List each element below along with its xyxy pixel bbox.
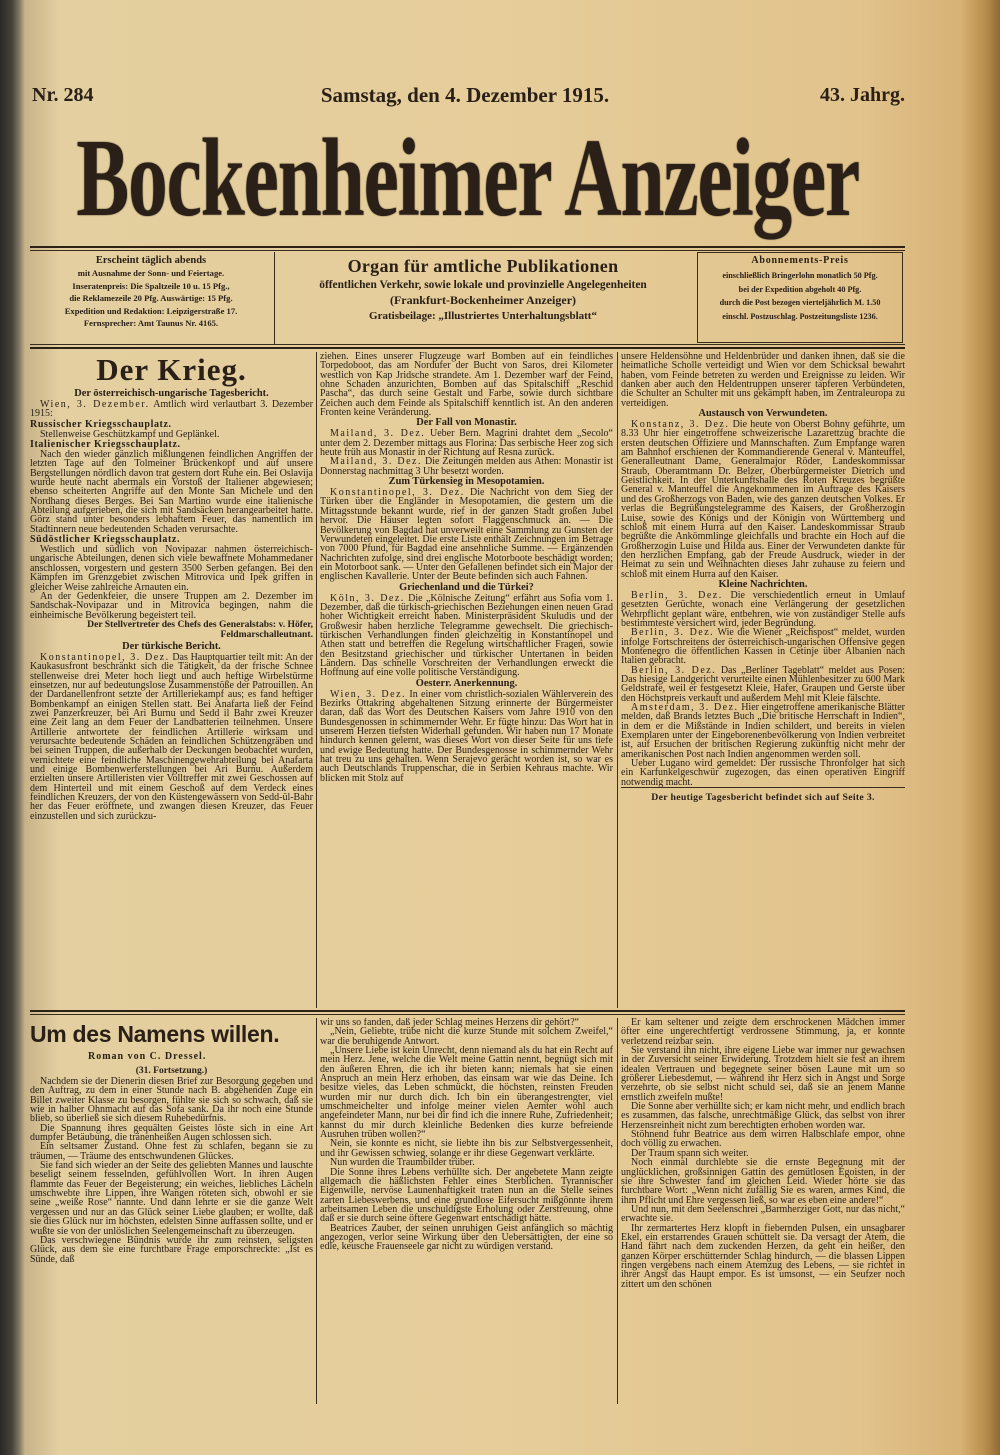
masthead	[30, 112, 905, 244]
article-paragraph: Nachdem sie der Dienerin diesen Brief zur Besorgung gegeben und den Auftrag, zu dem in einer Stunde nach B. abgehenden Zuge ein Billet zweiter Klasse zu besorgen, fühlte sie sich so schwach, daß sie wie in halber Ohnmacht auf das Sofa sank. Da ihr noch eine Stunde blieb, so überließ sie sich diesem Ruhebedürfnis.	[30, 1076, 313, 1125]
dateline: Berlin, 3. Dez.	[631, 589, 723, 601]
free-supplement: Gratisbeilage: „Illustriertes Unterhaltungsblatt“	[369, 310, 597, 322]
paragraph-text: Die heute von Oberst Bohny geführte, um 8.33 Uhr hier eingetroffene schweizerische Lazarettzug brachte die ersten deutschen Offiziere und Mannschaften. Zum Empfange waren am Bahnhof erschienen der Kommandierende General v. Manteuffel, Generalleutnant Dame, Generalmajor Röder, Landeskommissar Straub, Oberamtmann Dr. Belzer, Oberbürgermeister Dietrich und Geistlichkeit. In der Unterkunftshalle des Roten Kreuzes begrüßte General v. Manteuffel die Angekommenen im Auftrage des Kaisers und des Großherzogs von Baden, wie des ganzen deutschen Volkes. Er verlas die Begrüßungstelegramme des Kaisers, der Großherzogin Luise, sowie des Königs und der Königin von Württemberg und schloß mit einem Hurra auf den Kaiser. Landeskommissar Straub begrüßte die Ankömmlinge gleichfalls und brachte ein Hoch auf die Großherzogin Luise und Hilda aus. Einer der Verwundeten dankte für den herzlichen Empfang, gab der Freude Ausdruck, wieder in der Heimat zu sein und Weihnachten dieses Jahr zuhause zu feiern und schloß mit einem Hurra auf den Kaiser.	[621, 419, 905, 580]
article-paragraph	[621, 628, 905, 665]
article-paragraph: Ein seltsamer Zustand. Ohne fest zu schlafen, begann sie zu träumen, — Träume des entschwundenen Glückes.	[30, 1141, 313, 1162]
publication-frequency: Erscheint täglich abends	[95, 255, 207, 266]
continued-paragraph: wir uns so fanden, daß jeder Schlag meines Herzens dir gehört?“	[320, 1018, 580, 1028]
article-headline: Der Krieg.	[96, 352, 247, 387]
paper-organ-line: Organ für amtliche Publikationen	[347, 256, 619, 276]
paragraph-text: Amtlich wird verlautbart 3. Dezember 1915:	[30, 399, 313, 420]
signature-line: Der Stellvertreter des Chefs des Generalstabs: v. Höfer, Feldmarschalleutnant.	[87, 618, 313, 641]
paragraph-text: Wie die Wiener „Reichspost“ meldet, wurden infolge Fortschreitens der österreichisch-ungarischen Offensive gegen Montenegro die öffentlichen Kassen in Cetinje über Albanien nach Italien gebracht.	[621, 627, 905, 667]
article-paragraph: Ihr zermartertes Herz klopft in fiebernden Pulsen, ein unsagbarer Ekel, ein erstarrendes Grauen schüttelt sie. Da versagt der Atem, die Hand fährt nach dem zuckenden Herzen, da geht ein heißer, den ganzen Körper erschütternder Schlag hindurch, — die blassen Lippen ringen vergebens nach einem Atemzug des Lebens, — sie richtet in ihrer Angst das Haupt empor. Es ist umsonst, — ein Seufzer noch zittert um den schönen	[621, 1222, 905, 1290]
article-paragraph: Nach den wieder gänzlich mißlungenen feindlichen Angriffen der letzten Tage auf den Tolmeiner Brückenkopf und auf unsere Bergstellungen nördlich davon trat gestern dort Ruhe ein. Bei Oslavija wurde heute nacht abermals ein Vorstoß der Italiener abgewiesen; ebenso scheiterten Angriffe auf den Monte San Michele und den Nordhang dieses Berges. Bei San Martino wurde eine italienische Abteilung aufgerieben, die sich mit Sandsäcken herangearbeitet hatte. Görz stand unter besonders lebhaftem Feuer, das namentlich im Stadtinnern neue bedeutenden Schaden verursachte.	[30, 449, 313, 535]
office-address: Expedition und Redaktion: Leipzigerstraße 17.	[64, 305, 238, 316]
continued-paragraph: ziehen. Eines unserer Flugzeuge warf Bomben auf ein feindliches Torpedoboot, das am Nordufer der Bucht von Saros, drei Kilometer westlich von Kap Jridsche strandete. Am 1. Dezember warf der Feind, ohne Schaden anzurichten, Bomben auf das Spitalschiff „Reschid Pascha“, das durch seine Gestalt und Farbe, sowie durch sichtbare Zeichen auch dem Feinde als Spitalschiff kenntlich ist. An den anderen Fronten keine Veränderung.	[320, 352, 613, 419]
article-paragraph: „Nein, Geliebte, trübe nicht die kurze Stunde mit solchem Zweifel,“ war die beruhigende Antwort.	[320, 1026, 613, 1047]
article-paragraph: Der Traum spann sich weiter.	[631, 1147, 749, 1159]
article-paragraph: Die Sonne ihres Lebens verhüllte sich. Der angebetete Mann zeigte allgemach die häßlichsten Fehler eines Sterblichen. Tyrannischer Eigenwille, nervöse Launenhaftigkeit traten nun an die Stelle seines zarten Liebeswerbens, und eine grundlose Eifersucht mißgönnte ihrem arbeitsamen Leben die unschuldigste Erholung oder Zerstreuung, ohne daß er sie durch seine öftere Gegenwart entschädigt hätte.	[320, 1166, 613, 1225]
section-heading: Südöstlicher Kriegsschauplatz.	[30, 534, 181, 546]
dateline: Wien, 3. Dez.	[330, 688, 407, 700]
novel-title: Um des Namens willen.	[30, 1021, 280, 1047]
article-paragraph	[621, 591, 905, 628]
article-subheading: Zum Türkensieg in Mesopotamien.	[388, 476, 545, 488]
article-paragraph	[320, 457, 613, 476]
article-paragraph	[320, 488, 613, 581]
article-paragraph: Das verschwiegene Bündnis wurde ihr zum reinsten, seligsten Glück, aus dem sie eine furchtbare Frage emporschreckte: „Ist es Sünde, daß	[30, 1234, 313, 1265]
article-paragraph: Ueber Lugano wird gemeldet: Der russische Thronfolger hat sich ein Karfunkelgeschwür zugezogen, das einen operativen Eingriff notwendig macht.	[621, 758, 905, 788]
paragraph-text: Das „Berliner Tageblatt“ meldet aus Posen: Das hiesige Landgericht verurteilte einen Mühlenbesitzer zu 600 Mark Geldstrafe, weil er festgesetzt Kleie, Hafer, Graupen und Gerste über den Höchstpreis verkauft und außerdem Mehl mit Kleie fälschte.	[621, 664, 905, 704]
dateline: Konstantinopel, 3. Dez.	[40, 651, 170, 663]
column-divider	[617, 1018, 618, 1404]
article-paragraph	[320, 690, 613, 783]
section-heading: Russischer Kriegsschauplatz.	[30, 418, 172, 430]
article-subheading: Der Fall von Monastir.	[416, 417, 517, 429]
telephone: Fernsprecher: Amt Taunus Nr. 4165.	[83, 318, 219, 329]
installment-label: (31. Fortsetzung.)	[135, 1066, 208, 1076]
article-paragraph: Beatrices Zauber, der seinen unruhigen Geist anfänglich so mächtig angezogen, verlor seine Wirkung über den Uebersättigten, der eine so edle, keusche Frauenseele gar nicht zu würdigen verstand.	[320, 1222, 613, 1253]
dateline: Wien, 3. Dezember.	[40, 399, 150, 410]
article-paragraph: Stöhnend fuhr Beatrice aus dem wirren Halbschlafe empor, ohne doch völlig zu erwachen.	[621, 1129, 905, 1150]
paragraph-text: Die Nachricht von dem Sieg der Türken über die Engländer in Mesopotamien, die gestern um die Mittagsstunde bekannt wurde, rief in der ganzen Stadt großen Jubel hervor. Die Häuser legten sofort Flaggenschmuck an. — Die Bevölkerung von Bagdad hat unverweilt eine Sammlung zu Gunsten der Verwundeten eingeleitet. Die erste Liste enthält Zeichnungen im Betrage von 7000 Pfund, für Bagdad eine ansehnliche Summe. — Ergänzenden Nachrichten zufolge, sind drei englische Motorboote beschädigt worden; ein Motorboot sank. — Unter den Gefallenen befindet sich ein Major der englischen Kavallerie. Unter der Beute befinden sich auch Fahnen.	[320, 487, 613, 583]
article-paragraph: Und nun, mit dem Seelenschrei „Barmherziger Gott, nur das nicht,“ erwachte sie.	[621, 1203, 905, 1225]
paragraph-text: Ueber Bern. Magrini drahtet dem „Secolo“ unter dem 2. Dezember mittags aus Florina: Das serbische Heer zog sich heute früh aus Monastir in der Richtung auf Resna zurück.	[320, 428, 613, 459]
article-subheading: Kleine Nachrichten.	[718, 578, 808, 590]
advert-price: Inseratenpreis: Die Spaltzeile 10 u. 15 Pfg.,	[72, 280, 230, 291]
article-paragraph	[30, 400, 313, 419]
subscription-monthly: einschließlich Bringerlohn monatlich 50 Pfg.	[722, 271, 878, 280]
article-subheading: Der türkische Bericht.	[122, 640, 221, 652]
issue-date: Samstag, den 4. Dezember 1915.	[320, 83, 610, 107]
article-paragraph: Sie verstand ihn nicht, ihre eigene Liebe war immer nur gewachsen in der Zuversicht seiner Erwiderung. Trotzdem hielt sie fest an ihrem idealen Vertrauen und begegnete seiner bösen Laune mit um so größerer Liebesdemut, — während ihr Herz sich in Angst und Sorge verzehrte, ob sie selbst nicht schuld sei, daß sie an jenem Manne ernstlich zweifeln mußte!	[621, 1045, 905, 1103]
feuilleton-column-2	[320, 1018, 613, 1404]
dateline: Mailand, 3. Dez.	[330, 428, 426, 440]
article-paragraph: Stellenweise Geschützkampf und Geplänkel.	[40, 428, 220, 440]
section-heading: Italienischer Kriegsschauplatz.	[30, 439, 181, 451]
column-divider	[316, 352, 317, 1008]
subscription-box	[697, 252, 903, 343]
feuilleton-column-3	[621, 1018, 905, 1404]
masthead-title: Bockenheimer Anzeiger	[76, 116, 859, 240]
publication-info	[30, 254, 272, 342]
article-paragraph	[30, 653, 313, 821]
feuilleton-column-1	[30, 1018, 313, 1404]
article-paragraph	[621, 666, 905, 703]
article-paragraph	[621, 703, 905, 759]
column-divider	[617, 352, 618, 1008]
article-paragraph: An der Gedenkfeier, die unsere Truppen am 2. Dezember im Sandschak-Novipazar und in Mitrovica begingen, nahm die einheimische Bevölkerung begeistert teil.	[30, 590, 313, 621]
novel-text	[30, 1066, 313, 1404]
article-subheading: Griechenland und die Türkei?	[399, 581, 534, 593]
paragraph-text: Die Zeitungen melden aus Athen: Monastir ist Donnerstag nachmittag 3 Uhr besetzt worden.	[320, 456, 613, 477]
novel-byline: Roman von C. Dressel.	[88, 1051, 207, 1062]
dateline: Mailand, 3. Dez.	[330, 456, 422, 468]
news-column-2	[320, 352, 613, 1008]
dateline: Berlin, 3. Dez.	[631, 664, 717, 676]
article-paragraph: Die Spannung ihres gequälten Geistes löste sich in eine Art dumpfer Betäubung, die tränenheißen Augen schlossen sich.	[30, 1122, 313, 1144]
continued-paragraph: unsere Heldensöhne und Heldenbrüder und danken ihnen, daß sie die heimatliche Scholle verteidigt und Wien vor dem Schicksal bewahrt haben, vom Feinde betreten zu werden und Ereignisse zu leiden. Wir danken aber auch den Heldentruppen unserer tapferen Verbündeten, die Schulter an Schulter mit uns gekämpft haben, im Zentraleuropa zu verteidigen.	[621, 352, 905, 409]
article-subheading: Der österreichisch-ungarische Tagesbericht.	[74, 388, 269, 399]
masthead-rule-top	[30, 246, 905, 248]
dateline: Amsterdam, 3. Dez.	[631, 702, 739, 714]
article-paragraph	[621, 420, 905, 579]
feuilleton-rule-thin	[30, 1014, 905, 1015]
paragraph-text: Das Hauptquartier teilt mit: An der Kaukasusfront beschränkt sich die Tätigkeit, da der frische Schnee stellenweise drei Meter hoch liegt und auch heftige Wirbelstürme einsetzen, nur auf bedeutungslose Zusammenstöße der Patrouillen. An der Dardanellenfront setzte der Artilleriekampf aus; es fand heftiger Bombenkampf an einigen Stellen statt. Bei Anafarta ließ der Feind zwei Panzerkreuzer, bei Ari Burnu und Sedd il Bahr zwei Kreuzer eine Zeit lang an dem Feuer der Landbatterien teilnehmen. Unsere Artillerie antwortete der feindlichen Artillerie wirksam und verursachte bedeutende Schäden an feindlichen Schützengräben und bei seinen Truppen, die außerhalb der Deckungen beobachtet wurden, vernichtete eine feindliche Maschinengewehrabteilung bei Anafarta und einige Bombenwerferstellungen bei Ari Burnu. Außerdem erzielten unsere Artilleristen vier Volltreffer mit zwei Geschossen auf dem Hinterteil und mit einem Geschoß auf dem Verdeck eines feindlichen Kreuzers, der von den Küstengewässern von Sedd-ül-Bahr her das Feuer eröffnete, und zwangen diesen Kreuzer, das Feuer einzustellen und sich zurückzu-	[30, 651, 313, 822]
paper-scope-line: öffentlichen Verkehr, sowie lokale und provinzielle Angelegenheiten	[319, 279, 647, 291]
advert-price-detail: die Reklamezeile 20 Pfg. Auswärtige: 15 Pfg.	[69, 293, 233, 304]
dateline: Konstanz, 3. Dez.	[631, 419, 730, 431]
paragraph-text: In einer vom christlich-sozialen Wählerverein des Bezirks Ottakring abgehaltenen Sitzung erinnerte der Bürgermeister daran, daß das Wort des Deutschen Kaisers vom Jahre 1910 von den Bundesgenossen in schimmernder Wehr. Er fügte hinzu: Das Wort hat in unserem Herzen tiefsten Widerhall gefunden. Wir haben nun 17 Monate hindurch kennen gelernt, was dieses Wort von dieser Seite für uns tiefe und ewige Bedeutung hatte. Der Bundesgenosse in schimmernder Wehr hat treu zu uns gehalten. Wenn Serajevo gerächt worden ist, so war es auch Deutschlands Truppenschar, die in Serbien Kehraus machte. Wir blicken mit Stolz auf	[320, 688, 613, 784]
page-reference-note: Der heutige Tagesbericht befindet sich auf Seite 3.	[621, 787, 905, 804]
article-paragraph	[320, 429, 613, 457]
column-divider	[316, 1018, 317, 1404]
volume-year: 43. Jahrg.	[820, 84, 905, 106]
paragraph-text: Die „Kölnische Zeitung“ erfährt aus Sofia vom 1. Dezember, daß die türkisch-griechischen Beziehungen einen neuen Grad hoher Wichtigkeit erreicht haben. Ministerpräsident Skuludis und der Großwesir haben herzliche Telegramme gewechselt. Die griechisch-türkischen Verhandlungen finden gleichzeitig in Konstantinopel und Athen statt und betreffen die Regelung wirtschaftlicher Fragen, sowie den Besitzstand griechischer und türkischer Untertanen in beiden Ländern. Das schnelle Vorschreiten der Verhandlungen erweckt die Hoffnung auf eine volle politische Verständigung.	[320, 592, 613, 679]
dateline: Konstantinopel, 3. Dez.	[330, 487, 465, 499]
paper-alt-title: (Frankfurt-Bockenheimer Anzeiger)	[389, 293, 577, 307]
feuilleton-rule	[30, 1010, 905, 1012]
article-subheading: Austausch von Verwundeten.	[698, 408, 828, 420]
news-column-1	[30, 352, 313, 1008]
issue-number: Nr. 284	[32, 84, 94, 106]
info-rule-bottom	[30, 347, 905, 349]
info-divider-left	[274, 252, 275, 344]
article-paragraph: Noch einmal durchlebte sie die ernste Begegnung mit der unglücklichen, großsinnigen Gattin des gemütlosen Egoisten, in der sie ihre Schwester fand im gleichen Leid. Wieder hörte sie das furchtbare Wort: „Wenn nicht zufällig Sie es waren, armes Kind, die ihm Pflicht und Ehre vergessen ließ, so war es eben eine andere!“	[621, 1157, 905, 1206]
article-paragraph: Sie fand sich wieder an der Seite des geliebten Mannes und lauschte beseligt seinem fesselnden, gefühlvollen Wort. In ihren Augen flammte das Feuer der Begeisterung; ein weiches, liebliches Lächeln umschwebte ihre Lippen, ihre Wangen röteten sich, obwohl er sie seine „weiße Rose“ nannte. Und dann lehrte er sie die ganze Welt vergessen und nur an das Glück seiner Liebe glauben; er wollte, daß sie dies Glück nur im höchsten, edelsten Sinne auffassen sollte, und er wußte sie von der unlöslichen Seelengemeinschaft zu überzeugen.	[30, 1160, 313, 1237]
article-subheading: Oesterr. Anerkennung.	[415, 677, 518, 689]
subscription-heading: Abonnements-Preis	[751, 255, 849, 266]
dateline: Köln, 3. Dez.	[330, 592, 405, 604]
article-paragraph: Westlich und südlich von Novipazar nahmen österreichisch-ungarische Abteilungen, denen sich viele bewaffnete Mohammedaner anschlossen, vorgestern und gestern 3500 Serben gefangen. Bei den Kämpfen im Grenzgebiet zwischen Mitrovica und Ipek griffen in gleicher Weise zahlreiche Arnauten ein.	[30, 544, 313, 593]
news-column-3	[621, 352, 905, 1008]
article-paragraph: Er kam seltener und zeigte dem erschrockenen Mädchen immer öfter eine ungerechtfertigt verdrossene Stimmung, ja, er konnte verletzend reizbar sein.	[621, 1018, 905, 1047]
masthead-rule-top-thin	[30, 250, 905, 251]
paragraph-text: Hier eingetroffene amerikanische Blätter melden, daß Brands letztes Buch „Die britische Herrschaft in Indien“, in dem er die Mißstände in Indien schildert, und bereits in vielen Exemplaren unter der Eingeborenenbevölkerung von Indien verbreitet ist, auf Ersuchen der britischen Regierung zukünftig nicht mehr der amerikanischen Post nach Indien angenommen werden soll.	[621, 702, 905, 760]
article-paragraph: „Unsere Liebe ist kein Unrecht, denn niemand als du hat ein Recht auf mein Herz. Jene, welche die Welt meine Gattin nennt, begnügt sich mit den äußeren Ehren, die ich ihr bieten kann; niemals hat sie einen Anspruch an mein Herz erhoben, das einsam war wie das Deine. Ich besitze vieles, das Leben schmückt, die höchsten, reinsten Freuden wurden mir nur durch dich. Ich bin ein überangestrengter, viel umschmeichelter und infolge meiner vielen Aemter wohl auch angefeindeter Mann, nur bei dir find ich die innere Ruhe, Zufriedenheit; kannst du mir durch kleinliche Bedenken dies kurze befreiende Ausruhen trüben wollen?“	[320, 1045, 613, 1141]
article-paragraph: Die Sonne aber verhüllte sich; er kam nicht mehr, und endlich brach es zusammen, das falsche, unrechtmäßige Glück, das selbst von ihrer Herzensreinheit nicht zum berechtigten erhoben worden war.	[621, 1101, 905, 1131]
subscription-pickup: bei der Expedition abgeholt 40 Pfg.	[738, 284, 862, 294]
article-paragraph: Nein, sie konnte es nicht, sie liebte ihn bis zur Selbstvergessenheit, und ihr Gewissen schwieg, solange er ihr diese Gegenwart verklärte.	[320, 1138, 613, 1159]
publication-exception: mit Ausnahme der Sonn- und Feiertage.	[77, 268, 225, 278]
paragraph-text: Die verschiedentlich erneut in Umlauf gesetzten Gerüchte, wonach eine Verlängerung der gesetzlichen Wehrpflicht geplant wäre, entbehren, wie von zuständiger Stelle aufs bestimmteste versichert wird, jeder Begründung.	[621, 589, 905, 629]
subscription-post-detail: einschl. Postzuschlag. Postzeitungsliste 1236.	[722, 311, 878, 321]
article-paragraph: Nun wurden die Traumbilder trüber.	[330, 1157, 475, 1169]
dateline: Berlin, 3. Dez.	[631, 627, 715, 639]
paper-description	[276, 254, 690, 342]
info-rule-bottom-thin	[30, 344, 905, 345]
article-paragraph	[320, 594, 613, 678]
subscription-post: durch die Post bezogen vierteljährlich M. 1.50	[719, 298, 881, 307]
